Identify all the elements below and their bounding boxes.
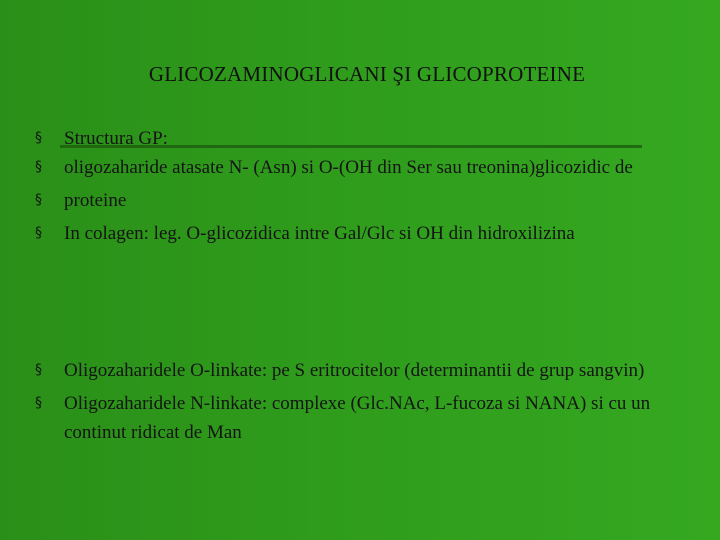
- bullet-marker-icon: §: [35, 130, 42, 146]
- bullet-text: oligozaharide atasate N- (Asn) si O-(OH din Ser sau treonina)glicozidic de: [64, 157, 633, 178]
- bullet-list-secondary: [0, 356, 720, 447]
- bullet-item: [0, 153, 664, 182]
- bullet-item: [0, 356, 664, 385]
- bullet-text: Oligozaharidele O-linkate: pe S eritrocitelor (determinantii de grup sangvin): [64, 360, 645, 381]
- bullet-item: [0, 124, 664, 153]
- bullet-list-primary: [0, 124, 720, 248]
- slide-title: GLICOZAMINOGLICANI ŞI GLICOPROTEINE: [148, 62, 586, 86]
- bullet-marker-icon: §: [35, 225, 42, 241]
- bullet-item: [0, 389, 664, 447]
- bullet-marker-icon: §: [35, 192, 42, 208]
- bullet-text: Structura GP:: [64, 128, 168, 149]
- bullet-marker-icon: §: [35, 362, 42, 378]
- bullet-item: [0, 186, 664, 215]
- bullet-marker-icon: §: [35, 395, 42, 411]
- bullet-text: In colagen: leg. O-glicozidica intre Gal/Glc si OH din hidroxilizina: [64, 223, 575, 244]
- bullet-item: [0, 219, 664, 248]
- bullet-marker-icon: §: [35, 159, 42, 175]
- bullet-text: Oligozaharidele N-linkate: complexe (Glc.NAc, L-fucoza si NANA) si cu un continut ridicat de Man: [64, 393, 651, 443]
- bullet-text: proteine: [64, 190, 127, 211]
